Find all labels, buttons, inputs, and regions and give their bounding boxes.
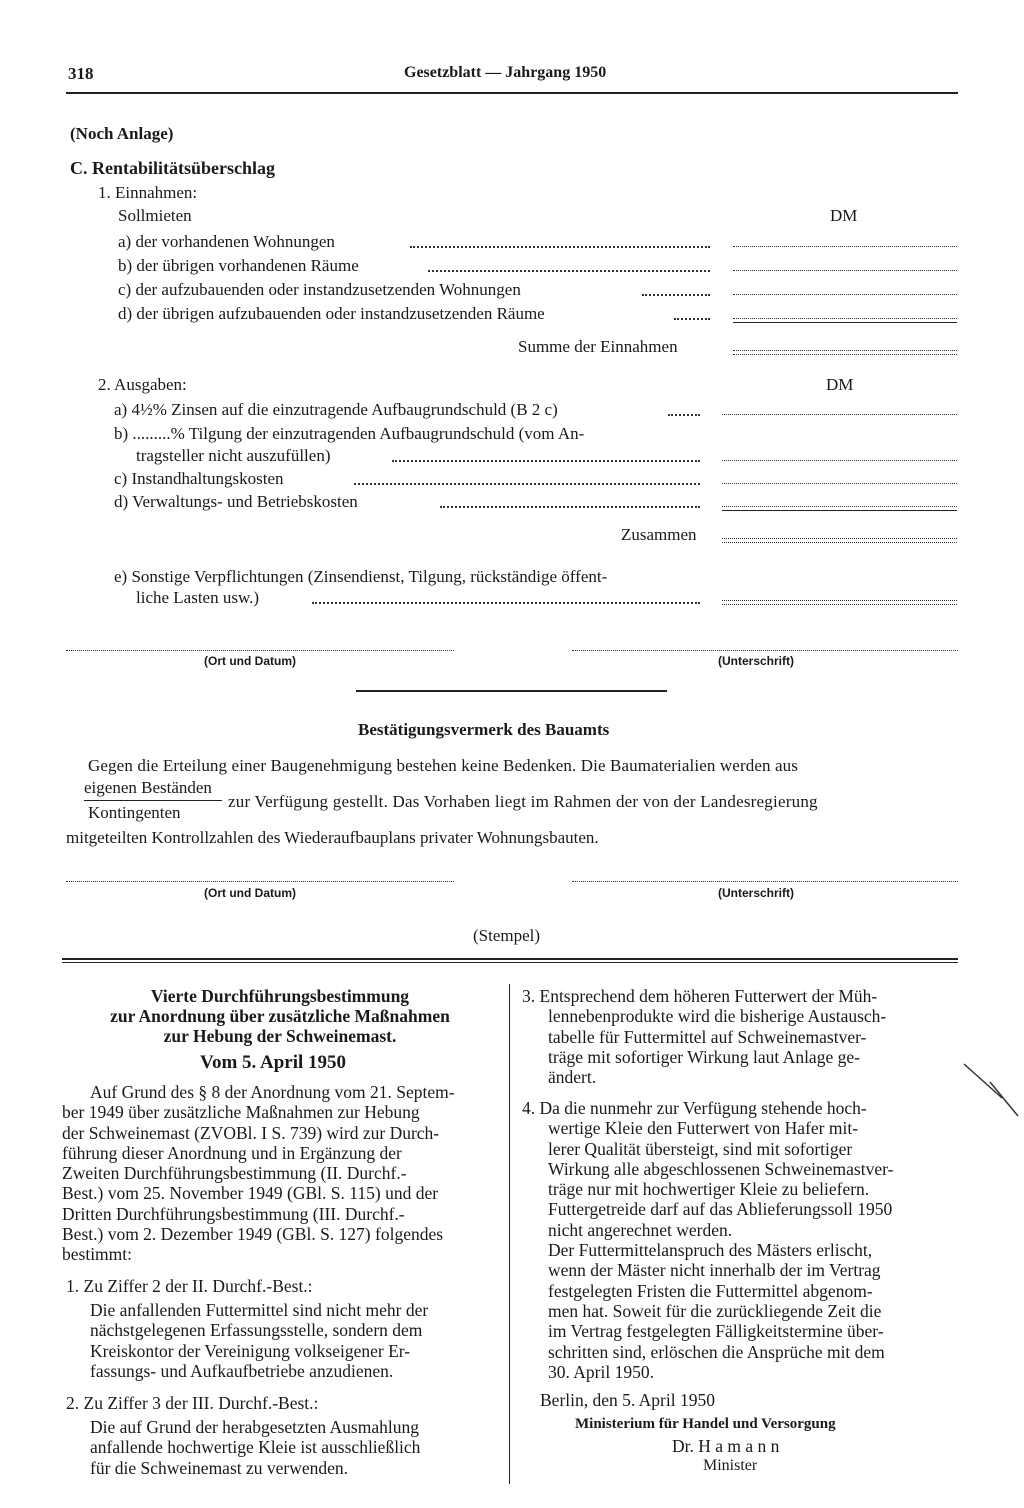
p4-line: im Vertrag festgelegten Fälligkeitstermine über- [548,1321,884,1342]
signatory-name: Dr. H a m a n n [672,1436,780,1456]
p4-line: men hat. Soweit für die zurückliegende Zeit die [548,1300,882,1321]
dot-leader-ausg-b [392,460,700,462]
margin-mark [960,1060,1024,1120]
p2-heading: 2. Zu Ziffer 3 der III. Durchf.-Best.: [66,1393,319,1413]
intro-line: Zweiten Durchführungsbestimmung (II. Durchf.- [62,1163,407,1184]
p4-line: schritten sind, erlöschen die Ansprüche mit dem [548,1341,885,1362]
sollmieten-label: Sollmieten [118,206,192,225]
zusammen-field [722,538,957,543]
intro-line: Best.) vom 25. November 1949 (GBl. S. 115) und der [62,1183,439,1204]
dot-leader-c [642,294,710,296]
amount-field-b [733,270,957,271]
signatory-role: Minister [703,1457,758,1474]
amount-field-c [733,294,957,295]
ort-datum-line-2 [66,881,454,882]
intro-line: führung dieser Anordnung und in Ergänzung der [62,1142,402,1163]
page-number: 318 [68,64,94,83]
bestaetigung-title: Bestätigungsvermerk des Bauamts [358,720,610,739]
p4-body [522,1098,893,1382]
double-rule-top [62,958,958,960]
p3-line: lennebenprodukte wird die bisherige Austausch- [548,1006,887,1027]
p1-line: Die anfallenden Futtermittel sind nicht mehr der [90,1300,429,1320]
p4-line: Wirkung alle abgeschlossenen Schweinemastver- [548,1158,894,1179]
dot-leader-d [674,318,710,320]
unterschrift-line-1 [572,650,958,651]
einnahmen-currency: DM [830,206,858,225]
p4-line: wenn der Mäster nicht innerhalb der im Vertrag [548,1260,881,1281]
summe-einnahmen: Summe der Einnahmen [518,337,678,356]
p3-line: tabelle für Futtermittel auf Schweinemastver- [548,1026,867,1047]
ausgaben-heading: 2. Ausgaben: [98,375,187,394]
p3-line: 3. Entsprechend dem höheren Futterwert der Müh- [522,986,878,1006]
ministry-name: Ministerium für Handel und Versorgung [575,1416,836,1432]
intro-line: der Schweinemast (ZVOBl. I S. 739) wird zur Durch- [62,1122,440,1143]
verordnung-title-line-1: Vierte Durchführungsbestimmung [150,986,410,1006]
p4-line: 4. Da die nunmehr zur Verfügung stehende hoch- [522,1098,867,1118]
p4-line: nicht angerechnet werden. [548,1219,733,1240]
ausgaben-item-e-2: liche Lasten usw.) [136,588,260,607]
unterschrift-caption-2: (Unterschrift) [718,886,795,900]
ausg-field-d [722,506,957,507]
p1-line: Kreiskontor der Vereinigung volkseigener Er- [90,1340,411,1361]
p4-line: träge nur mit hochwertiger Kleie zu beliefern. [548,1179,870,1200]
einnahmen-item-a: a) der vorhandenen Wohnungen [118,232,335,251]
ausg-field-a [722,414,957,415]
intro-line: Auf Grund des § 8 der Anordnung vom 21. Septem- [90,1082,455,1102]
column-divider [509,984,510,1484]
ausgaben-subtotal-rule [722,510,957,511]
einnahmen-item-b: b) der übrigen vorhandenen Räume [118,256,359,275]
intro-line: Best.) vom 2. Dezember 1949 (GBl. S. 127) folgendes [62,1224,444,1245]
p2-line: anfallende hochwertige Kleie ist ausschließlich [90,1437,421,1458]
ausgaben-item-e-1: e) Sonstige Verpflichtungen (Zinsendienst, Tilgung, rückständige öffent- [114,567,608,586]
p4-line: wertige Kleie den Futterwert von Hafer mit- [548,1118,859,1139]
verordnung-date: Vom 5. April 1950 [200,1052,347,1073]
page-header-title: Gesetzblatt — Jahrgang 1950 [404,64,607,81]
verordnung-intro [62,1082,455,1265]
p4-line: festgelegten Fristen die Futtermittel abgenom- [548,1280,873,1301]
frac-top: eigenen Beständen [84,778,212,797]
intro-line: bestimmt: [62,1244,132,1265]
frac-bottom: Kontingenten [88,803,181,822]
amount-field-d [733,318,957,319]
p3-line: ändert. [548,1067,597,1088]
amount-field-a [733,246,957,247]
dot-leader-ausg-a [668,414,700,416]
ausgaben-item-c: c) Instandhaltungskosten [114,469,284,488]
p2-line: für die Schweinemast zu verwenden. [90,1457,349,1478]
noch-anlage: (Noch Anlage) [70,124,174,143]
header-rule [66,92,958,94]
intro-line: Dritten Durchführungsbestimmung (III. Durchf.- [62,1203,405,1224]
p1-line: nächstgelegenen Erfassungsstelle, sondern dem [90,1320,423,1341]
p1-line: fassungs- und Aufkaufbetriebe anzudienen. [90,1360,394,1381]
ausg-field-e [722,600,957,605]
ausgaben-item-b-1: b) .........% Tilgung der einzutragenden Aufbaugrundschuld (vom An- [114,424,585,443]
subtotal-rule [733,322,957,323]
ort-datum-caption-1: (Ort und Datum) [204,654,296,668]
verordnung-title-line-3: zur Hebung der Schweinemast. [163,1026,397,1046]
zusammen-label: Zusammen [621,525,697,544]
intro-line: ber 1949 über zusätzliche Maßnahmen zur Hebung [62,1102,420,1123]
p1-body [90,1300,428,1381]
ausgaben-item-d: d) Verwaltungs- und Betriebskosten [114,492,358,511]
ausg-field-b [722,460,957,461]
stempel-label: (Stempel) [473,926,541,945]
p2-line: Die auf Grund der herabgesetzten Ausmahlung [90,1417,419,1437]
ort-datum-caption-2: (Ort und Datum) [204,886,296,900]
section-divider [356,690,667,692]
ausgaben-item-a: a) 4½% Zinsen auf die einzutragende Aufbaugrundschuld (B 2 c) [114,400,558,419]
dot-leader-a [410,246,710,248]
verordnung-title [62,986,498,1046]
einnahmen-item-d: d) der übrigen aufzubauenden oder instandzusetzenden Räume [118,304,545,323]
p2-body [90,1417,420,1478]
dot-leader-ausg-c [354,483,700,485]
place-date: Berlin, den 5. April 1950 [540,1390,715,1410]
dot-leader-b [428,270,710,272]
p3-line: träge mit sofortiger Wirkung laut Anlage ge- [548,1046,860,1067]
dot-leader-ausg-d [440,506,700,508]
bestaetigung-line-1: Gegen die Erteilung einer Baugenehmigung bestehen keine Bedenken. Die Baumaterialien werden aus [88,756,799,775]
frac-rule [84,800,222,801]
summe-einnahmen-field [733,350,957,355]
unterschrift-line-2 [572,881,958,882]
p4-line: 30. April 1950. [548,1361,654,1382]
verordnung-title-line-2: zur Anordnung über zusätzliche Maßnahmen [110,1006,450,1026]
section-c-title: C. Rentabilitätsüberschlag [70,158,276,178]
einnahmen-item-c: c) der aufzubauenden oder instandzusetzenden Wohnungen [118,280,521,299]
unterschrift-caption-1: (Unterschrift) [718,654,795,668]
ort-datum-line-1 [66,650,454,651]
double-rule-bottom [62,962,958,963]
ausg-field-c [722,483,957,484]
bestaetigung-line-3: mitgeteilten Kontrollzahlen des Wiederaufbauplans privater Wohnungsbauten. [66,828,599,847]
p4-line: Der Futtermittelanspruch des Mästers erlischt, [548,1240,873,1261]
p4-line: Futtergetreide darf auf das Ablieferungssoll 1950 [548,1199,893,1220]
dot-leader-ausg-e [312,602,700,604]
p4-line: lerer Qualität übersteigt, sind mit sofortiger [548,1138,853,1159]
p3-body [522,986,886,1087]
einnahmen-heading: 1. Einnahmen: [98,183,198,202]
ausgaben-item-b-2: tragsteller nicht auszufüllen) [136,446,331,465]
p1-heading: 1. Zu Ziffer 2 der II. Durchf.-Best.: [66,1276,313,1296]
ausgaben-currency: DM [826,375,854,394]
bestaetigung-line-2: zur Verfügung gestellt. Das Vorhaben liegt im Rahmen der von der Landesregierung [228,792,818,811]
